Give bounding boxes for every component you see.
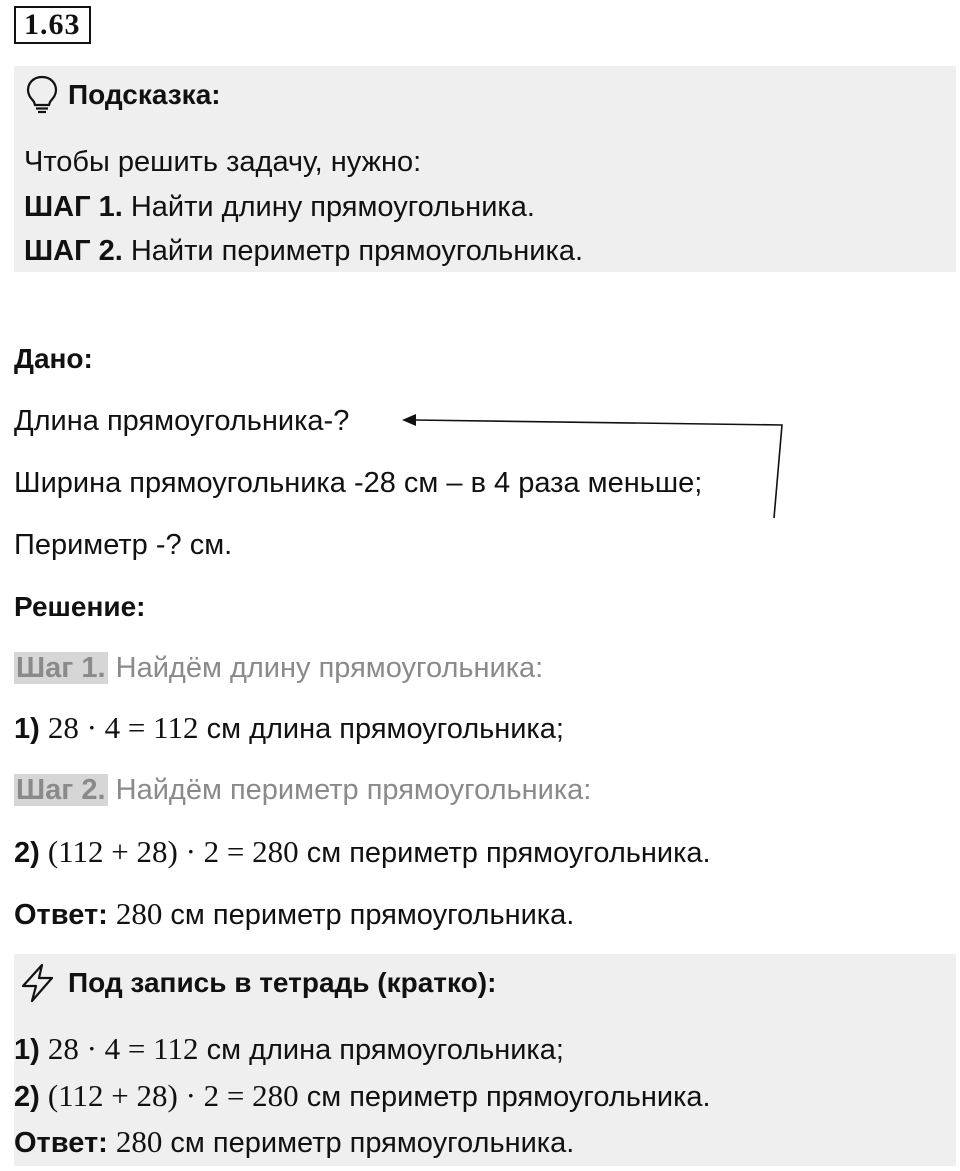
notes-answer-text: см периметр прямоугольника. (162, 1127, 575, 1159)
hint-step-2 (24, 233, 583, 269)
notes-line-1-num: 1) (14, 1034, 40, 1066)
hint-step-2-text: Найти периметр прямоугольника. (122, 235, 584, 267)
solution-answer (14, 896, 574, 933)
solution-line-1 (14, 710, 564, 747)
notes-title: Под запись в тетрадь (кратко): (68, 967, 497, 998)
notes-answer-label: Ответ: (14, 1127, 108, 1159)
hint-step-1 (24, 189, 535, 225)
solution-line-1-num: 1) (14, 713, 40, 745)
solution-line-2 (14, 834, 711, 871)
step-2-text: Найдём периметр прямоугольника: (107, 774, 592, 806)
step-1-text: Найдём длину прямоугольника: (107, 652, 544, 684)
given-line-3: Периметр -? см. (14, 529, 233, 561)
notes-line-1-text: см длина прямоугольника; (198, 1034, 564, 1066)
solution-line-1-math: 28 · 4 = 112 (47, 710, 199, 745)
solution-step-1 (14, 650, 543, 686)
solution-title: Решение: (14, 591, 146, 622)
notes-line-2-text: см периметр прямоугольника. (298, 1081, 711, 1113)
hint-step-2-label: ШАГ 2. (24, 235, 123, 267)
hint-intro: Чтобы решить задачу, нужно: (24, 146, 422, 178)
given-line-1: Длина прямоугольника-? (14, 405, 350, 437)
notes-line-2-math: (112 + 28) · 2 = 280 (47, 1078, 299, 1113)
solution-line-1-text: см длина прямоугольника; (198, 713, 564, 745)
step-2-label: Шаг 2. (16, 774, 106, 806)
solution-line-2-text: см периметр прямоугольника. (298, 837, 711, 869)
given-title: Дано: (14, 343, 93, 374)
hint-step-1-label: ШАГ 1. (24, 191, 123, 223)
hint-title: Подсказка: (68, 79, 221, 110)
notes-line-2-num: 2) (14, 1081, 40, 1113)
step-1-label: Шаг 1. (16, 652, 106, 684)
solution-step-2 (14, 772, 591, 808)
answer-text: см периметр прямоугольника. (162, 899, 575, 931)
hint-step-1-text: Найти длину прямоугольника. (122, 191, 535, 223)
notes-line-1-math: 28 · 4 = 112 (47, 1031, 199, 1066)
lightbulb-icon (24, 74, 60, 114)
given-line-2: Ширина прямоугольника -28 см – в 4 раза меньше; (14, 467, 703, 499)
problem-number: 1.63 (14, 6, 91, 44)
answer-math: 280 (115, 896, 163, 931)
solution-line-2-num: 2) (14, 837, 40, 869)
notes-answer-math: 280 (115, 1124, 163, 1159)
solution-line-2-math: (112 + 28) · 2 = 280 (47, 834, 299, 869)
lightning-icon (18, 962, 58, 1004)
answer-label: Ответ: (14, 899, 108, 931)
notes-line-1 (14, 1031, 564, 1068)
notes-answer (14, 1124, 574, 1161)
notes-line-2 (14, 1078, 711, 1115)
